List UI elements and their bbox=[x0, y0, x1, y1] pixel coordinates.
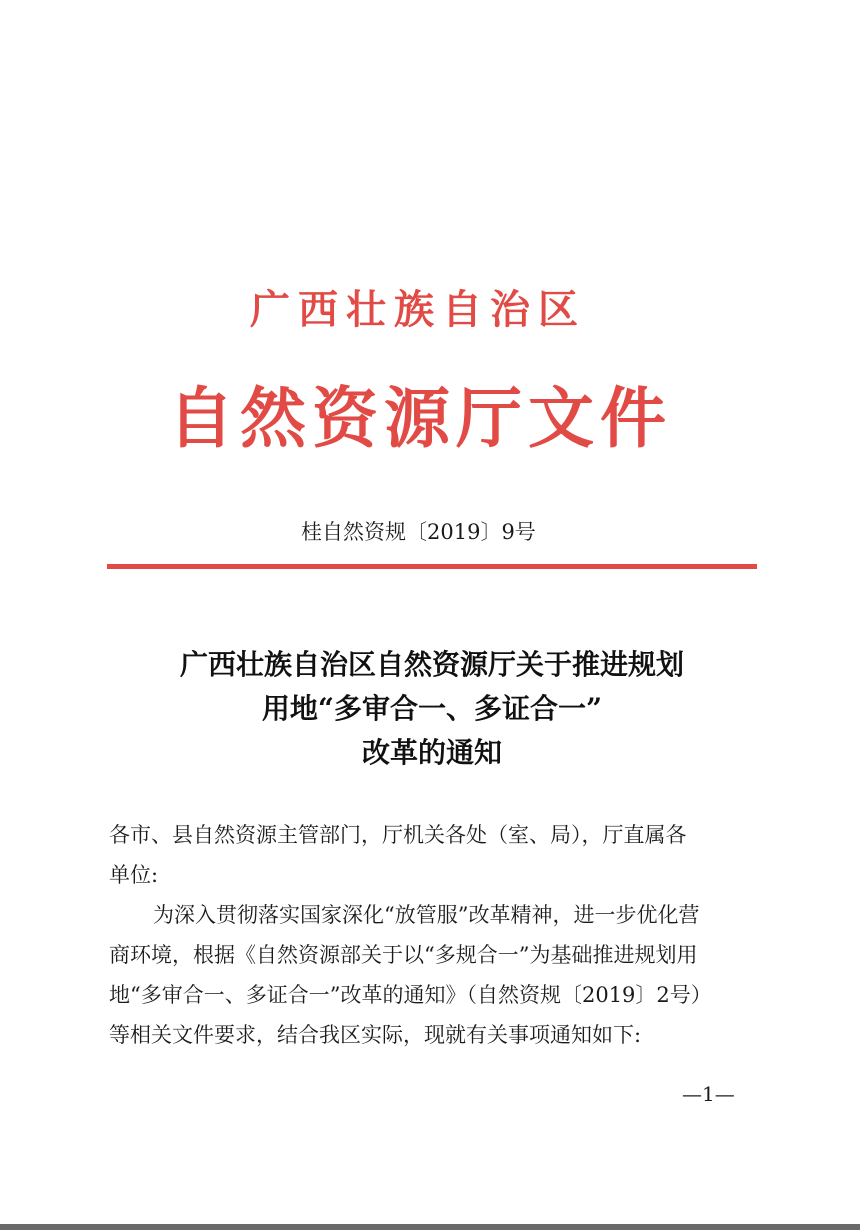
body-paragraph-line-4: 等相关文件要求，结合我区实际，现就有关事项通知如下: bbox=[109, 1023, 642, 1047]
body-paragraph-line-1: 为深入贯彻落实国家深化“放管服”改革精神，进一步优化营 bbox=[153, 903, 700, 927]
document-number: 桂自然资规〔2019〕9号 bbox=[301, 520, 536, 544]
notice-title-line-1: 广西壮族自治区自然资源厅关于推进规划 bbox=[179, 648, 684, 681]
notice-title-line-2: 用地“多审合一、多证合一” bbox=[261, 692, 603, 725]
issuing-authority-name: 广西壮族自治区 bbox=[250, 286, 586, 333]
recipients-line-1: 各市、县自然资源主管部门，厅机关各处（室、局），厅直属各 bbox=[109, 823, 687, 847]
body-paragraph-line-3: 地“多审合一、多证合一”改革的通知》（自然资规〔2019〕2号） bbox=[109, 983, 712, 1007]
scan-bottom-edge bbox=[0, 1224, 860, 1230]
recipients-line-2: 单位: bbox=[109, 863, 159, 887]
notice-title-line-3: 改革的通知 bbox=[361, 736, 502, 769]
document-type-heading: 自然资源厅文件 bbox=[168, 379, 672, 457]
notice-title bbox=[107, 643, 757, 775]
page-number: —1— bbox=[682, 1082, 735, 1106]
red-divider-line bbox=[107, 564, 757, 569]
notice-body bbox=[109, 815, 759, 1055]
body-paragraph-line-2: 商环境，根据《自然资源部关于以“多规合一”为基础推进规划用 bbox=[109, 943, 698, 967]
